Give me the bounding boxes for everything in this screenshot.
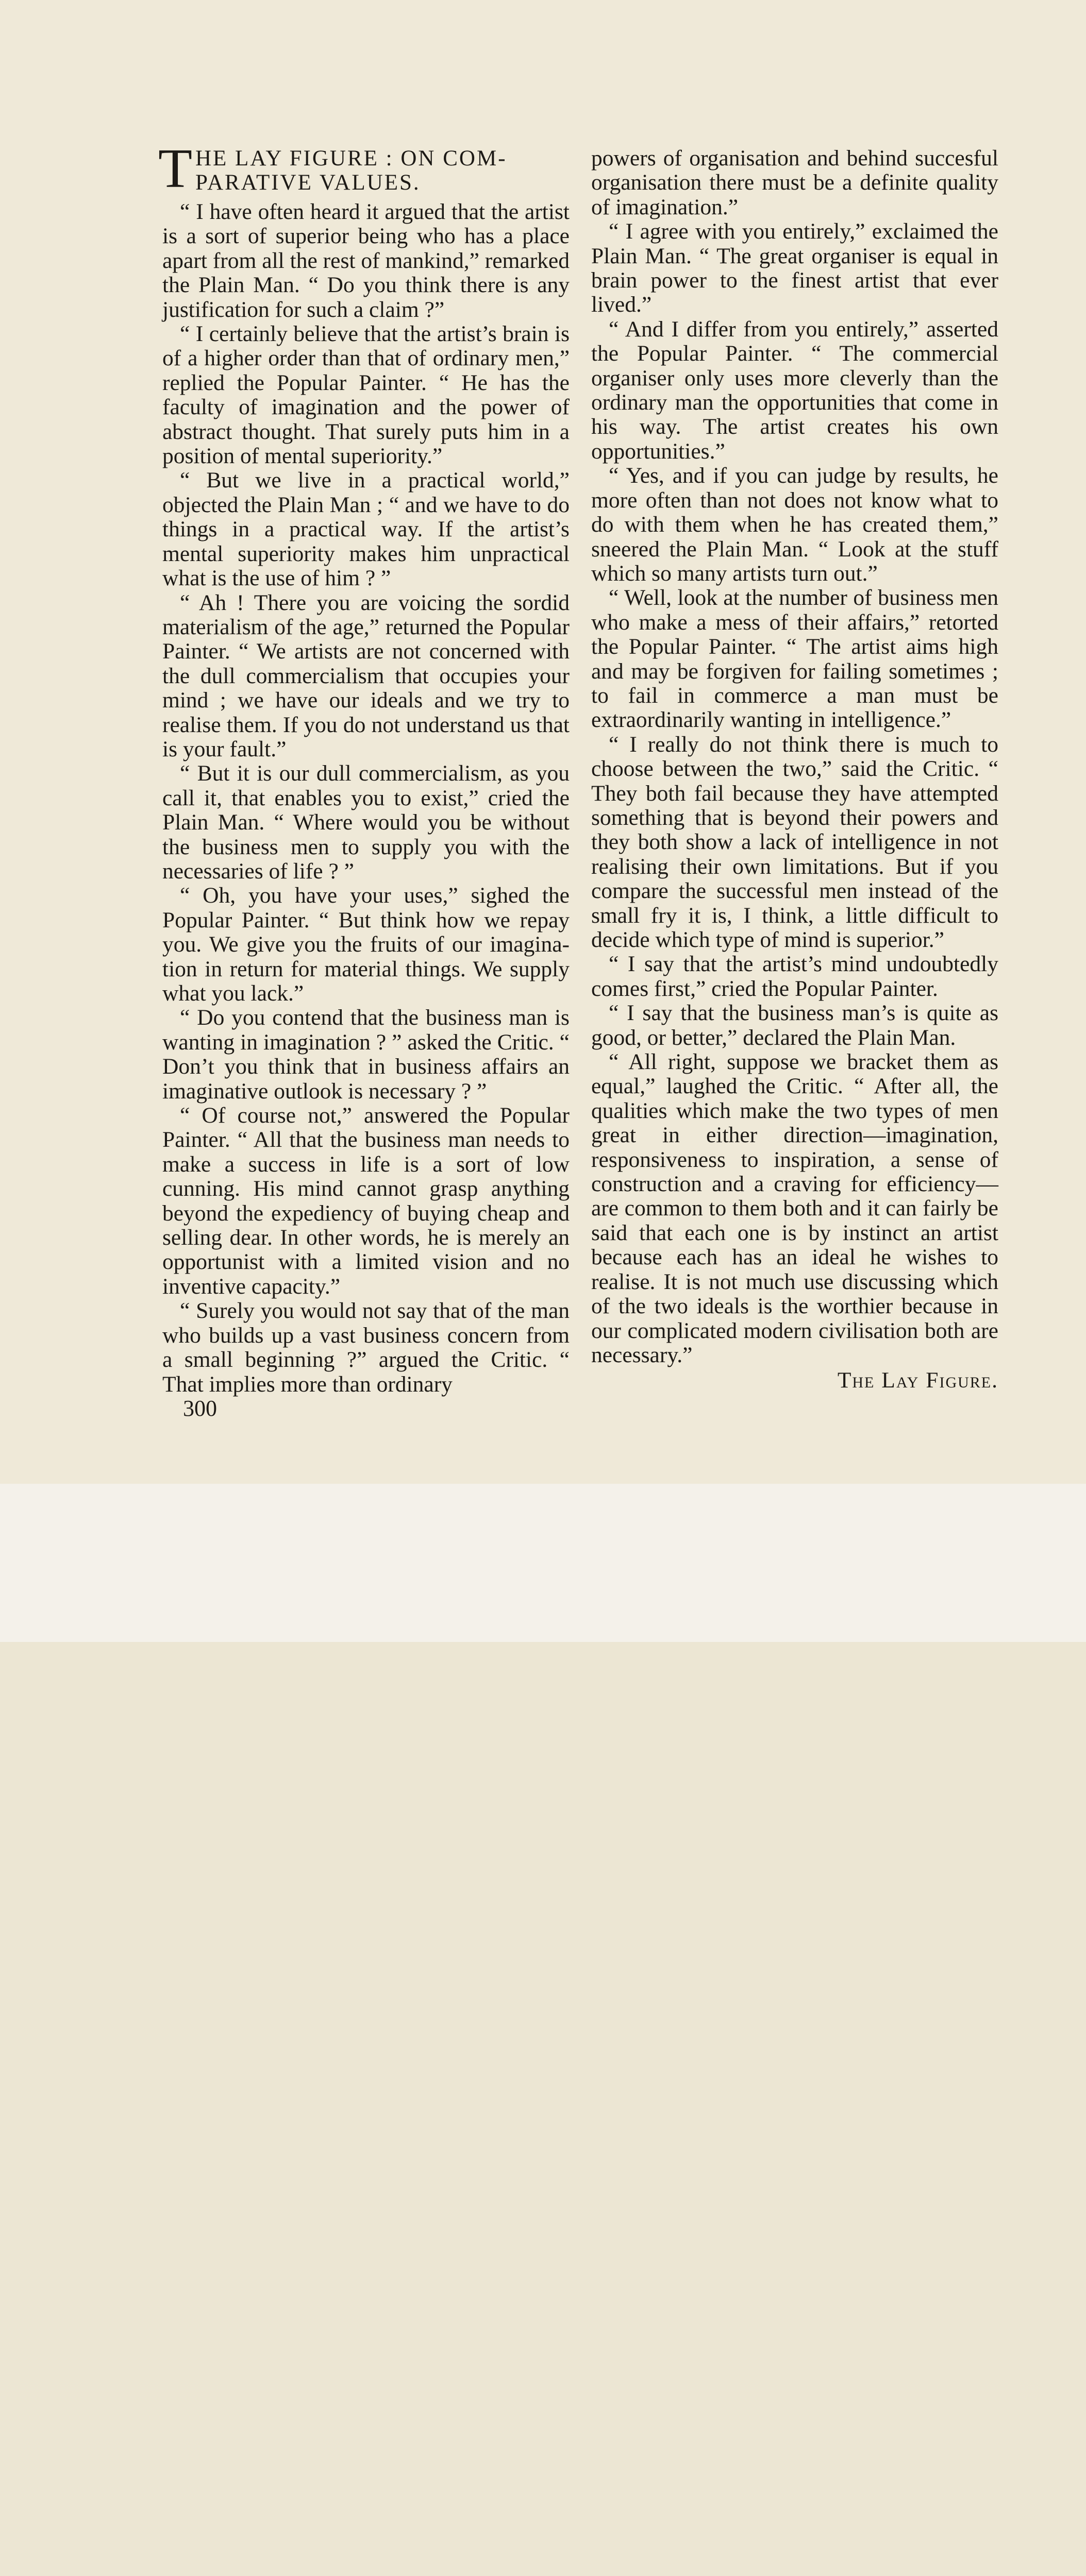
- article-signature: The Lay Figure.: [837, 1368, 998, 1393]
- paragraph: “ Yes, and if you can judge by results, he more often than not does not know what to do with them when he has created them,” sneered the Plain Man. “ Look at the stuff which so many artists turn out.”: [591, 463, 998, 586]
- paragraph: “ Do you contend that the business man is wanting in imagination ? ” asked the Critic. “ Don’t you think that in business affairs an imaginative outlook is necessary ? ”: [162, 1005, 570, 1104]
- paragraph: “ And I differ from you entirely,” asserted the Popular Painter. “ The commercial organiser only uses more cleverly than the ordinary man the opportunities that come in his way. The artist creates his own opportunities.”: [591, 316, 998, 464]
- paragraph: “ Oh, you have your uses,” sighed the Popular Painter. “ But think how we repay you. We give you the fruits of our imagination in return for material things. We supply what you lack.”: [162, 883, 570, 1006]
- paragraph: “ I say that the business man’s is quite as good, or better,” declared the Plain Man.: [591, 1001, 998, 1050]
- paragraph: “ Of course not,” answered the Popular Painter. “ All that the business man needs to make a success in life is a sort of low cunning. His mind cannot grasp anything beyond the expediency of buying cheap and selling dear. In other words, he is merely an opportunist with a limited vision and no inventive capacity.”: [162, 1103, 570, 1299]
- paragraph: “ I certainly believe that the artist’s brain is of a higher order than that of ordinary men,” replied the Popular Painter. “ He has the faculty of imagination and the power of abstract thought. That surely puts him in a position of mental superiority.”: [162, 321, 570, 469]
- title-drop-cap: T: [158, 138, 192, 199]
- paragraph: “ I really do not think there is much to choose between the two,” said the Critic. “ They both fail because they have attempted something that is beyond their powers and they both show a lack of intelligence in not realising their own limitations. But if you compare the successful men instead of the small fry it is, I think, a little difficult to decide which type of mind is superior.”: [591, 732, 998, 952]
- paragraph: “ Surely you would not say that of the man who builds up a vast business concern from a small beginning ?” argued the Critic. “ That implies more than ordinary: [162, 1298, 570, 1397]
- right-column: [591, 146, 998, 1393]
- paragraph: “ Ah ! There you are voicing the sordid materialism of the age,” returned the Popular Painter. “ We artists are not concerned with the dull commercialism that occupies your mind ; we have our ideals and we try to realise them. If you do not understand us that is your fault.”: [162, 590, 570, 761]
- paragraph: “ I agree with you entirely,” exclaimed the Plain Man. “ The great organiser is equal in brain power to the finest artist that ever lived.”: [591, 219, 998, 317]
- paragraph: powers of organisation and behind succesful organisation there must be a definite quality of imagination.”: [591, 146, 998, 219]
- paragraph: “ But we live in a practical world,” objected the Plain Man ; “ and we have to do things in a practical way. If the artist’s mental superiority makes him unpractical what is the use of him ? ”: [162, 468, 570, 591]
- paragraph: “ All right, suppose we bracket them as equal,” laughed the Critic. “ After all, the qualities which make the two types of men great in either direction—imagination, responsiveness to inspiration, a sense of construction and a craving for efficiency—are common to them both and it can fairly be said that each one is by instinct an artist because each has an ideal he wishes to realise. It is not much use discussing which of the two ideals is the worthier because in our complicated modern civilisation both are necessary.”: [591, 1049, 998, 1367]
- paragraph: “ But it is our dull commercialism, as you call it, that enables you to exist,” cried the Plain Man. “ Where would you be without the business men to supply you with the necessaries of life ? ”: [162, 761, 570, 884]
- paragraph: “ I have often heard it argued that the artist is a sort of superior being who has a place apart from all the rest of mankind,” remarked the Plain Man. “ Do you think there is any justification for such a claim ?”: [162, 199, 570, 322]
- article-title: [158, 138, 570, 199]
- digitization-footer: [0, 1484, 1086, 1642]
- page-number: 300: [183, 1396, 217, 1421]
- paragraph: “ I say that the artist’s mind undoubtedly comes first,” cried the Popular Painter.: [591, 952, 998, 1001]
- paragraph: “ Well, look at the number of business men who make a mess of their affairs,” retorted the Popular Painter. “ The artist aims high and may be forgiven for failing sometimes ; to fail in commerce a man must be extraordinarily wanting in intelligence.”: [591, 585, 998, 733]
- left-column: [158, 138, 570, 1397]
- title-text: HE LAY FIGURE : ON COMPARATIVE VALUES.: [195, 146, 506, 195]
